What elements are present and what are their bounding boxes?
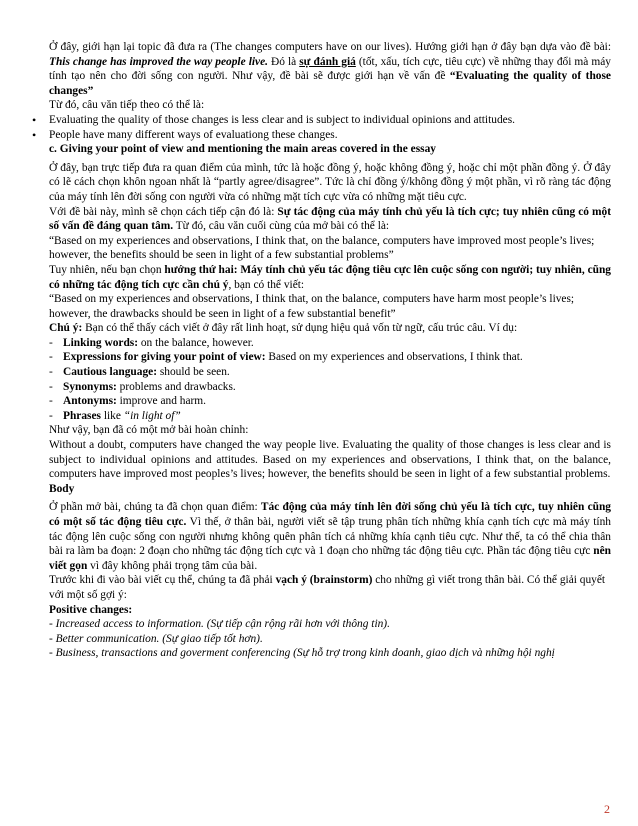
paragraph-approach: [49, 205, 611, 234]
bullet-item: • People have many different ways of evaluationg these changes.: [49, 128, 611, 143]
text-run: (tốt, xấu, tích cực, tiêu cực) về những thay đổi mà máy tính tạo nên cho đời sống con người. Như vậy, đề bài sẽ được giới hạn về vấn đề: [49, 55, 611, 83]
note-label: Chú ý:: [49, 322, 83, 335]
note-item-label: Synonyms:: [63, 380, 117, 393]
note-list: [49, 336, 611, 424]
page-content: [49, 40, 611, 661]
section-heading-c: [49, 142, 611, 157]
paragraph-body-plan: [49, 500, 611, 573]
paragraph-note: [49, 321, 611, 336]
heading-text: Body: [49, 482, 75, 495]
paragraph-alternative: [49, 263, 611, 292]
note-item: - Antonyms: improve and harm.: [49, 395, 206, 408]
note-item-text: like: [100, 409, 124, 422]
note-item-text: problems and drawbacks.: [116, 380, 236, 393]
note-item: - Synonyms: problems and drawbacks.: [49, 380, 236, 393]
note-item-text: should be seen.: [157, 366, 230, 379]
paragraph-next-sentence: Từ đó, câu văn tiếp theo có thể là:: [49, 99, 205, 112]
note-item: - Expressions for giving your point of view: Based on my experiences and observations, I think that.: [49, 351, 523, 364]
text-run: Đó là: [267, 55, 300, 68]
text-run: Ở đây, giới hạn lại topic đã đưa ra (The changes computers have on our lives). Hướng giới hạn ở đây bạn dựa vào đề bài:: [49, 41, 611, 53]
text-run: vì đây không phải trọng tâm của bài.: [87, 559, 258, 572]
note-item-italic: “in light of”: [123, 409, 181, 422]
note-item-label: Linking words:: [63, 336, 139, 349]
bold-phrase: Tác động của máy tính lên đời sống chủ yếu là tích cực, tuy nhiên cũng có một số tác động tiêu cực.: [49, 501, 611, 528]
paragraph-sample-intro: Without a doubt, computers have changed the way people live. Evaluating the quality of those changes is less clear and is subject to individual opinions and attitudes. Based on my experiences and observations, I think that, on the balance, computers have improved most peoples’s lives; however, the benefits should be seen in light of a few substantial problems.: [49, 439, 611, 481]
quote-negative: “Based on my experiences and observations, I think that, on the balance, computers have harm most people’s lives; however, the drawbacks should be seen in light of a few substantial benefit”: [49, 293, 575, 320]
note-item-text: on the balance, however.: [138, 336, 254, 349]
section-heading-body: [49, 482, 611, 497]
text-run: Với đề bài này, mình sẽ chọn cách tiếp cận đó là:: [49, 205, 278, 218]
paragraph-complete-intro: Như vậy, bạn đã có một mở bài hoàn chỉnh:: [49, 424, 249, 437]
paragraph-topic-limit: [49, 40, 611, 98]
text-run: Từ đó, câu văn cuối cùng của mở bài có thể là:: [173, 220, 390, 233]
heading-text: c. Giving your point of view and mentioning the main areas covered in the essay: [49, 143, 436, 156]
page-number: 2: [604, 802, 610, 816]
bold-phrase: Sự tác động của máy tính chủ yếu là tích cực; tuy nhiên cũng có một số vấn đề đáng quan tâm.: [49, 205, 611, 233]
note-item: - Phrases like “in light of”: [49, 409, 181, 422]
quote-positive: “Based on my experiences and observations, I think that, on the balance, computers have improved most people’s lives; however, the benefits should be seen in light of a few substantial problems”: [49, 234, 595, 262]
positive-item: - Business, transactions and goverment conferencing (Sự hỗ trợ trong kinh doanh, giao dịch và những hội nghị: [49, 647, 555, 660]
text-run: , bạn có thể viết:: [228, 278, 305, 291]
heading-text: Positive changes:: [49, 603, 133, 616]
note-item-label: Phrases: [63, 409, 101, 422]
note-item: - Cautious language: should be seen.: [49, 366, 230, 379]
underlined-term: sự đánh giá: [299, 55, 356, 68]
note-item-label: Cautious language:: [63, 366, 157, 379]
text-run: Vì thế, ở thân bài, người viết sẽ tập trung phân tích những khía cạnh tích cực mà máy tính tác động lên cuộc sống con người nhưng không quên phân tích cả những khía cạnh tiêu cực. Như thế, ta có thể chia thân bài ra làm ba đoạn: 2 đoạn cho những tác động tích cực và 1 đoạn cho những tác động tiêu cực. Phần tác động tiêu cực: [49, 516, 611, 558]
text-run: cho những gì viết trong thân bài. Có thể giải quyết với một số gợi ý:: [49, 574, 606, 601]
note-item-label: Antonyms:: [63, 395, 117, 408]
text-run: Trước khi đi vào bài viết cụ thể, chúng ta đã phải: [49, 574, 276, 587]
note-item: - Linking words: on the balance, however.: [49, 336, 254, 349]
text-run: Ở phần mở bài, chúng ta đã chọn quan điểm:: [49, 501, 261, 514]
bold-phrase: “Evaluating the quality of those changes”: [49, 70, 611, 97]
bullet-item: • Evaluating the quality of those changes is less clear and is subject to individual opinions and attitudes.: [49, 113, 611, 128]
bold-phrase: nên viết gọn: [49, 545, 611, 572]
text-run: Tuy nhiên, nếu bạn chọn: [49, 263, 165, 276]
note-item-text: improve and harm.: [116, 395, 206, 408]
bold-phrase: hướng thứ hai: Máy tính chủ yếu tác động tiêu cực lên cuộc sống con người; tuy nhiên, cũng có những tác động tích cực cần chú ý: [49, 263, 612, 291]
prompt-quote: This change has improved the way people live.: [49, 55, 268, 68]
positive-item: - Increased access to information. (Sự tiếp cận rộng rãi hơn với thông tin).: [49, 618, 390, 631]
text-run: Bạn có thể thấy cách viết ở đây rất linh hoạt, sử dụng hiệu quả vốn từ ngữ, cấu trúc câu. Ví dụ:: [82, 322, 518, 335]
positive-item: - Better communication. (Sự giao tiếp tốt hơn).: [49, 632, 263, 645]
positive-changes-heading: [49, 603, 611, 618]
note-item-label: Expressions for giving your point of view:: [63, 351, 266, 364]
paragraph-brainstorm: [49, 573, 611, 602]
paragraph-point-of-view: Ở đây, bạn trực tiếp đưa ra quan điểm của mình, tức là hoặc đồng ý, hoặc không đồng ý, hoặc chỉ một phần đồng ý. Ở đây có lẽ cách chọn khôn ngoan nhất là “partly agree/disagree”. Tức là chỉ đồng ý/không đồng ý một phần, vì rõ ràng tác động của máy tính lên đời sống con người vừa có những mặt tích cực vừa có những mặt tiêu cực.: [49, 161, 611, 203]
note-item-text: Based on my experiences and observations, I think that.: [265, 351, 523, 364]
bold-phrase: vạch ý (brainstorm): [275, 574, 373, 587]
bullet-list: [49, 113, 611, 142]
